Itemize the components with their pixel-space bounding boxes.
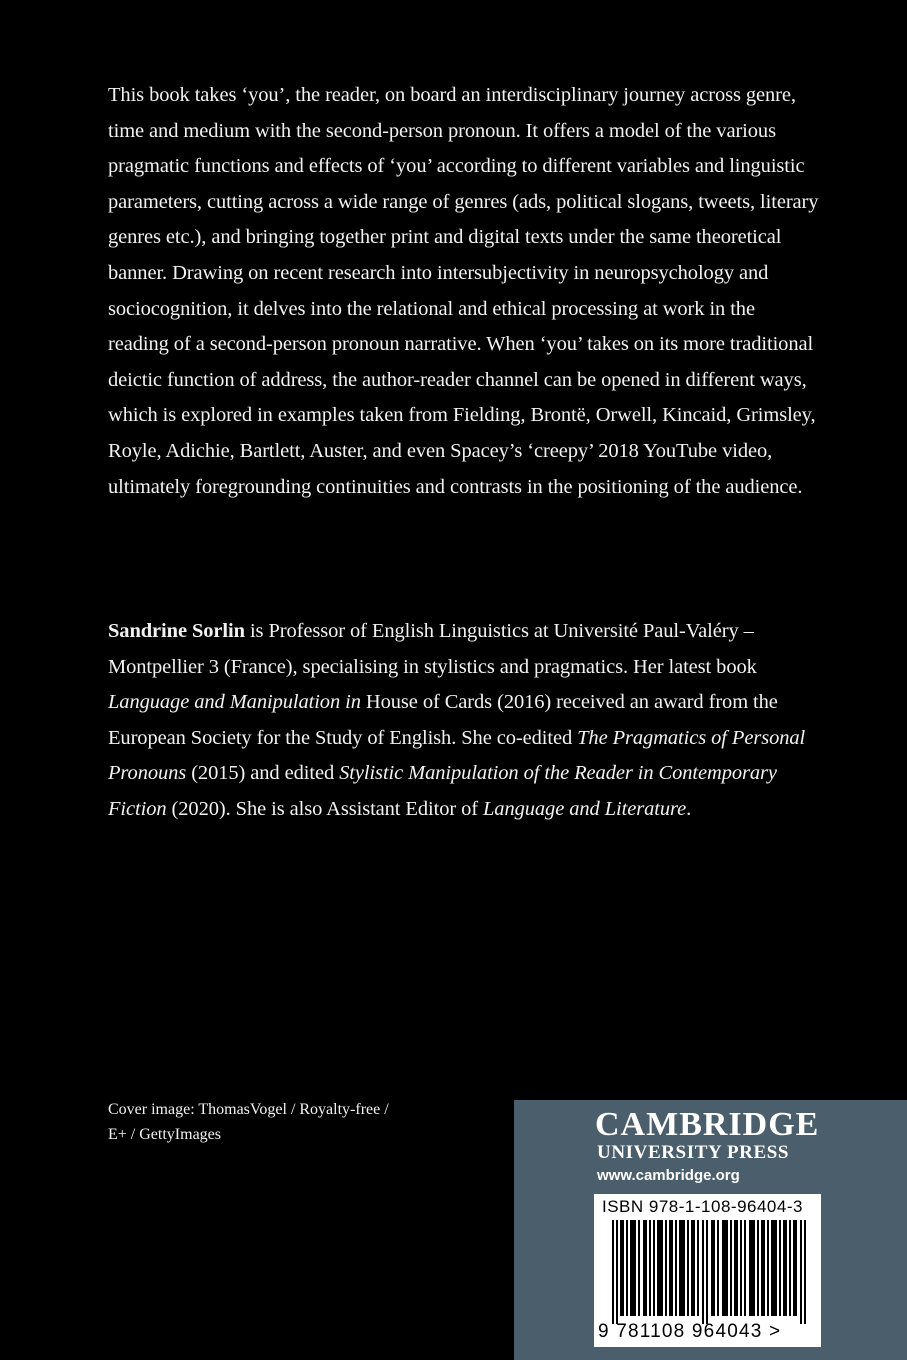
author-bio: [108, 614, 820, 828]
book-title-3: Stylistic Manipulation of the Reader in Contemporary Fiction: [108, 762, 777, 820]
publisher-name: CAMBRIDGE: [595, 1106, 820, 1143]
credit-line-2: E+ / GettyImages: [108, 1126, 221, 1143]
publisher-url: www.cambridge.org: [597, 1167, 740, 1184]
isbn-label: ISBN 978-1-108-96404-3: [602, 1197, 803, 1216]
bio-part-2: (2016) received an award from the European Society for the Study of English. She co-edited: [108, 691, 778, 749]
bio-part-4: (2020). She is also Assistant Editor of: [166, 797, 483, 820]
blurb-text: This book takes ‘you’, the reader, on board an interdisciplinary journey across genre, time and medium with the second-person pronoun. It offers a model of the various pragmatic functions and effects of ‘you’ according to different variables and linguistic parameters, cutting across a wide range of genres (ads, political slogans, tweets, literary genres etc.), and bringing together print and digital texts under the same theoretical banner. Drawing on recent research into intersubjectivity in neuropsychology and sociocognition, it delves into the relational and ethical processing at work in the reading of a second-person pronoun narrative. When ‘you’ takes on its more traditional deictic function of address, the author-reader channel can be opened in different ways, which is explored in examples taken from Fielding, Brontë, Orwell, Kincaid, Grimsley, Royle, Adichie, Bartlett, Auster, and even Spacey’s ‘creepy’ 2018 YouTube video, ultimately foregrounding continuities and contrasts in the positioning of the audience.: [108, 84, 819, 498]
bio-part-5: .: [686, 797, 692, 820]
cover-image-credit: [108, 1097, 468, 1147]
bio-part-3: (2015) and edited: [186, 762, 340, 785]
book-title-1-italic: Language and Manipulation in: [108, 691, 361, 714]
publisher-subtitle: UNIVERSITY PRESS: [597, 1142, 790, 1163]
publisher-panel: [514, 1100, 907, 1360]
credit-line-1: Cover image: ThomasVogel / Royalty-free /: [108, 1101, 389, 1118]
journal-title: Language and Literature: [483, 797, 687, 820]
book-title-1-roman: House of Cards: [360, 691, 493, 714]
book-title-2: The Pragmatics of Personal Pronouns: [108, 726, 806, 785]
barcode-digits: 9 781108 964043 >: [598, 1321, 782, 1342]
bio-part-1: is Professor of English Linguistics at Université Paul-Valéry – Montpellier 3 (France), specialising in stylistics and pragmatics. Her latest book: [108, 620, 757, 678]
author-name: Sandrine Sorlin: [108, 620, 245, 642]
barcode-icon: [612, 1220, 812, 1324]
barcode-box: [594, 1194, 821, 1347]
